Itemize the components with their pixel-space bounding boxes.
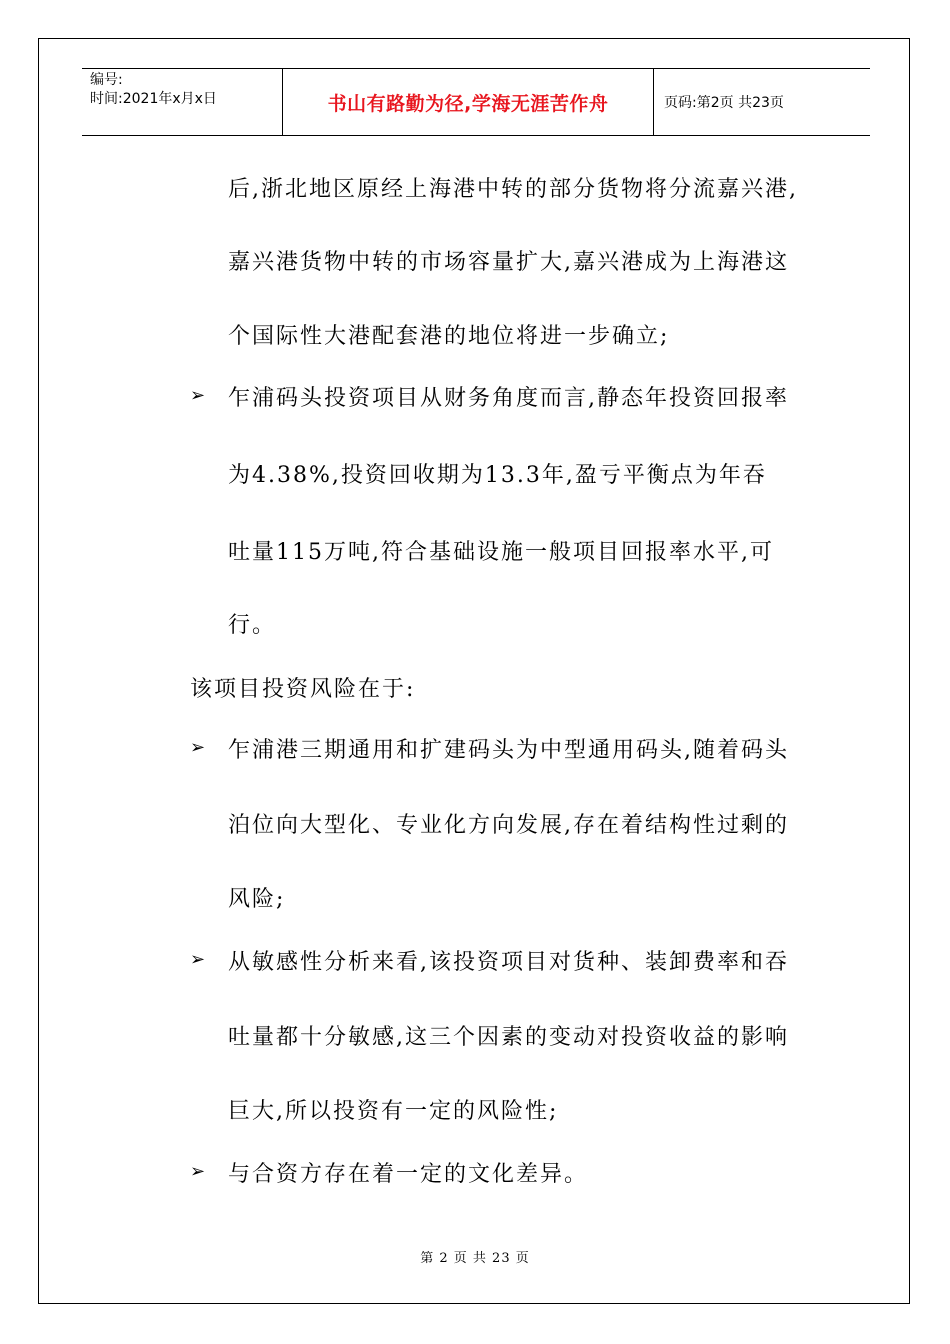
header-meta <box>82 69 283 135</box>
body-line: 行。 <box>228 613 277 638</box>
bullet-arrow-icon: ➢ <box>190 737 206 758</box>
body-line: 泊位向大型化、专业化方向发展,存在着结构性过剩的 <box>228 813 789 838</box>
bullet-arrow-icon: ➢ <box>190 949 206 970</box>
body-line: 吐量都十分敏感,这三个因素的变动对投资收益的影响 <box>228 1025 789 1050</box>
bullet-arrow-icon: ➢ <box>190 385 206 406</box>
body-line: 为4.38%,投资回收期为13.3年,盈亏平衡点为年吞 <box>228 463 767 488</box>
document-time-label: 时间:2021年x月x日 <box>90 91 217 107</box>
header-page-info: 页码:第2页 共23页 <box>664 95 784 111</box>
body-line: 后,浙北地区原经上海港中转的部分货物将分流嘉兴港, <box>228 177 798 202</box>
page-footer: 第 2 页 共 23 页 <box>420 1251 530 1266</box>
body-line: 个国际性大港配套港的地位将进一步确立; <box>228 324 670 349</box>
section-heading: 该项目投资风险在于: <box>190 677 416 702</box>
body-line: 与合资方存在着一定的文化差异。 <box>228 1162 589 1187</box>
header-motto: 书山有路勤为径,学海无涯苦作舟 <box>283 69 654 135</box>
body-line: 吐量115万吨,符合基础设施一般项目回报率水平,可 <box>228 540 774 565</box>
body-line: 乍浦码头投资项目从财务角度而言,静态年投资回报率 <box>228 386 789 411</box>
body-line: 风险; <box>228 887 286 912</box>
bullet-arrow-icon: ➢ <box>190 1161 206 1182</box>
document-number-label: 编号: <box>90 72 123 88</box>
body-line: 巨大,所以投资有一定的风险性; <box>228 1099 559 1124</box>
body-line: 乍浦港三期通用和扩建码头为中型通用码头,随着码头 <box>228 738 789 763</box>
page-header <box>82 68 870 136</box>
body-line: 从敏感性分析来看,该投资项目对货种、装卸费率和吞 <box>228 950 789 975</box>
body-line: 嘉兴港货物中转的市场容量扩大,嘉兴港成为上海港这 <box>228 250 789 275</box>
